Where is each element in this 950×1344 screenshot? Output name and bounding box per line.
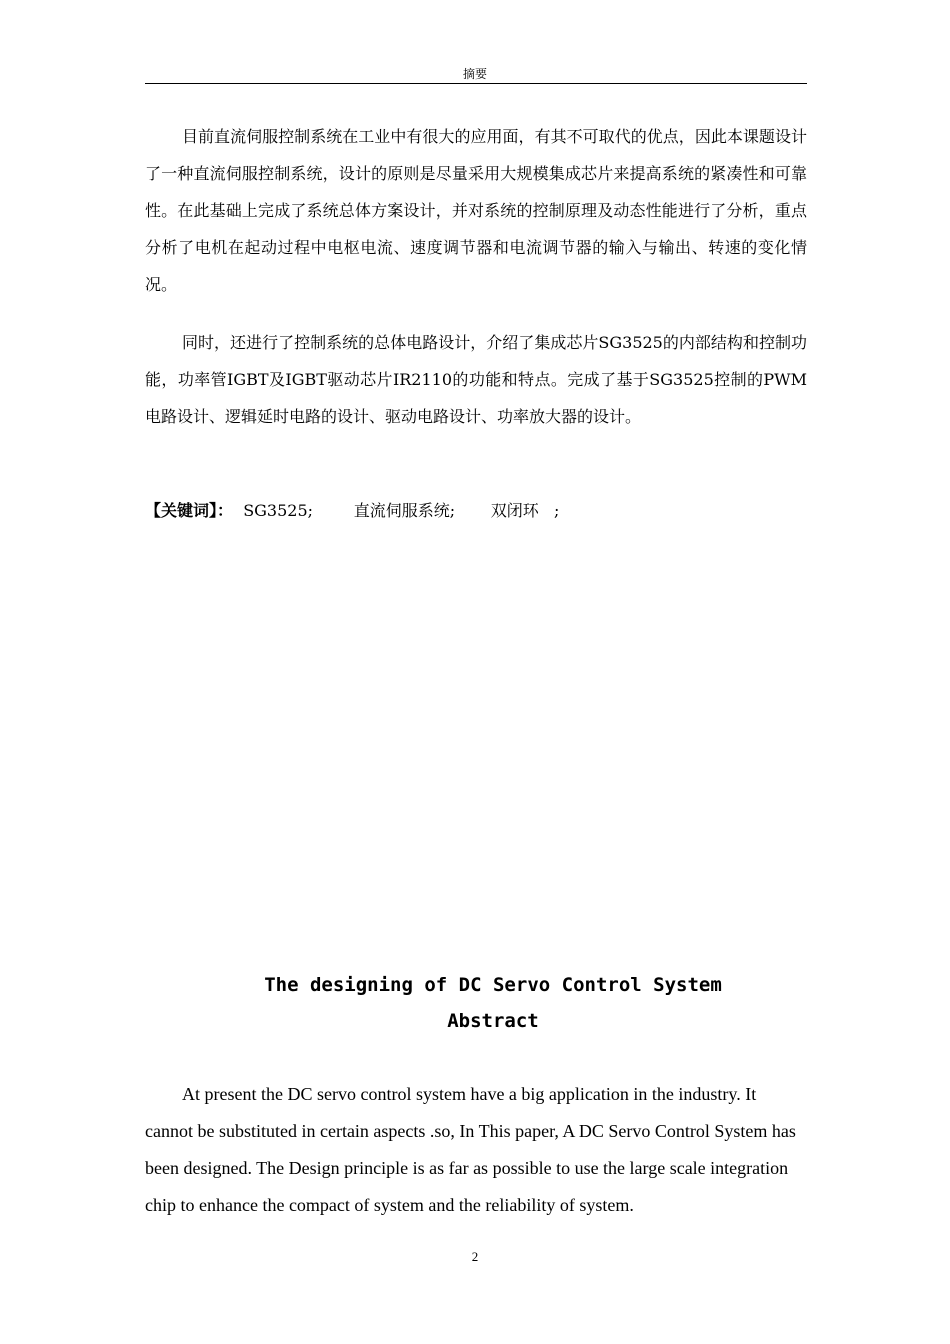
english-abstract-paragraph-1: At present the DC servo control system have a big application in the industry. It cannot be substituted in certain aspects .so, In This paper, A DC Servo Control System has been designed. The Design principle is as far as possible to use the large scale integration chip to enhance the compact of system and the reliability of system. [145,1084,796,1215]
english-abstract-heading: Abstract [447,1010,539,1032]
page-number: 2 [471,1249,479,1264]
chinese-abstract-paragraph-1: 目前直流伺服控制系统在工业中有很大的应用面，有其不可取代的优点，因此本课题设计了一种直流伺服控制系统，设计的原则是尽量采用大规模集成芯片来提高系统的紧凑性和可靠性。在此基础上完成了系统总体方案设计，并对系统的控制原理及动态性能进行了分析，重点分析了电机在起动过程中电枢电流、速度调节器和电流调节器的输入与输出、转速的变化情况。 [145,127,807,294]
running-header: 摘要 [462,67,487,81]
keywords-line [145,496,807,526]
chinese-abstract-paragraph-2: 同时，还进行了控制系统的总体电路设计，介绍了集成芯片SG3525的内部结构和控制功能，功率管IGBT及IGBT驱动芯片IR2110的功能和特点。完成了基于SG3525控制的PWM电路设计、逻辑延时电路的设计、驱动电路设计、功率放大器的设计。 [145,333,807,426]
english-title: The designing of DC Servo Control System [264,974,722,996]
keywords-label: 【关键词】： [145,501,234,520]
keywords-value: SG3525; 直流伺服系统; 双闭环 ; [233,501,560,520]
header-divider [145,83,807,84]
